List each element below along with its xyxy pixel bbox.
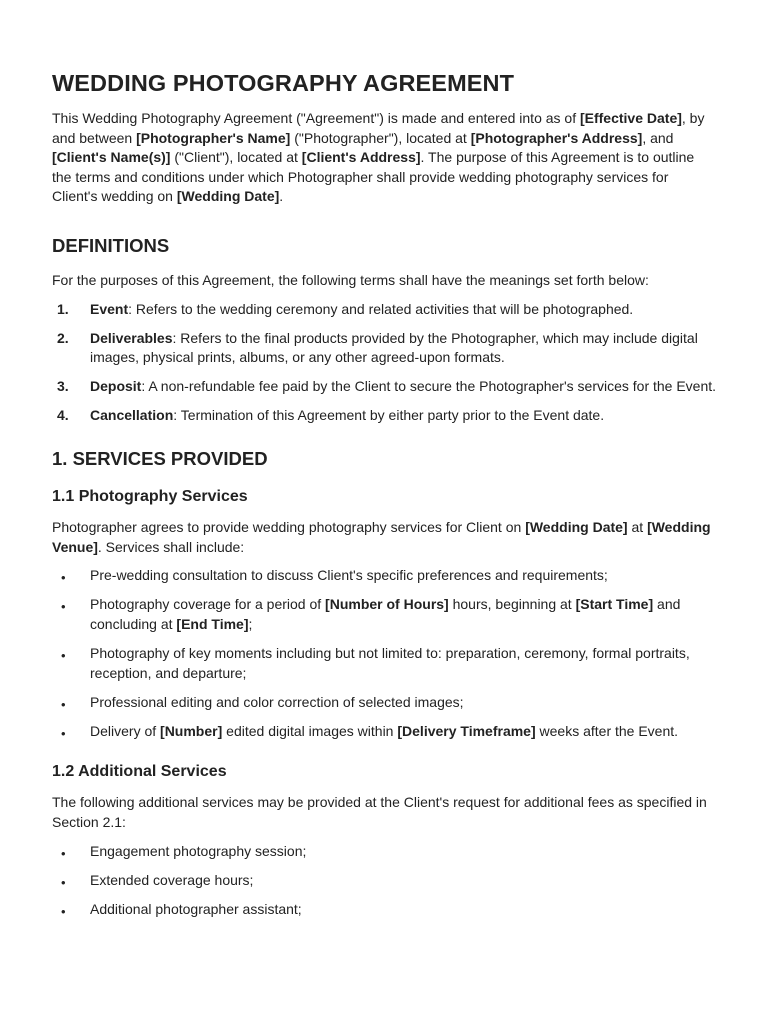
document-page [52,70,717,929]
bullet-icon: • [61,599,66,615]
bullet-icon: • [61,845,66,861]
list-item: • Pre-wedding consultation to discuss Client's specific preferences and requirements; [52,566,717,586]
bullet-icon: • [61,725,66,741]
list-item: 2. Deliverables: Refers to the final products provided by the Photographer, which may include digital images, physical prints, albums, or any other agreed-upon formats. [57,329,698,366]
section-1-heading: 1. SERVICES PROVIDED [52,448,268,470]
subsection-1-1-paragraph: Photographer agrees to provide wedding photography services for Client on [Wedding Date] at [Wedding Venue]. Services shall include: [52,519,711,555]
subsection-1-2-paragraph: The following additional services may be provided at the Client's request for additional fees as specified in Section 2.1: [52,794,707,830]
document-title: WEDDING PHOTOGRAPHY AGREEMENT [52,70,515,96]
list-item: 1. Event: Refers to the wedding ceremony and related activities that will be photographed. [57,300,634,317]
definitions-lead: For the purposes of this Agreement, the following terms shall have the meanings set forth below: [52,271,649,288]
additional-services-list [52,842,717,920]
bullet-icon: • [61,648,66,663]
list-item: • Delivery of [Number] edited digital images within [Delivery Timeframe] weeks after the Event. [52,722,717,742]
subsection-1-2-heading: 1.2 Additional Services [52,763,227,781]
bullet-icon: • [61,570,66,586]
services-list [52,566,717,741]
list-item: • Photography of key moments including but not limited to: preparation, ceremony, formal portraits, reception, and departure; [61,645,690,681]
list-item: • Photography coverage for a period of [Number of Hours] hours, beginning at [Start Time] and concluding at [End Time]; [61,596,681,632]
subsection-1-1-heading: 1.1 Photography Services [52,488,248,506]
bullet-icon: • [61,696,66,712]
list-item: 3. Deposit: A non-refundable fee paid by the Client to secure the Photographer's services for the Event. [57,378,717,395]
list-item: • Engagement photography session; [52,842,717,862]
intro-paragraph: This Wedding Photography Agreement ("Agreement") is made and entered into as of [Effective Date], by and between [Photographer's Name] ("Photographer"), located at [Photographer's Address], and [Client's Name(s)] ("Client"), located at [Client's Address]. The purpose of this Agreement is to outline the terms and conditions under which Photographer shall provide wedding photography services for Client's wedding on [Wedding Date]. [52,110,705,205]
definitions-list [52,300,717,426]
list-item: 4. Cancellation: Termination of this Agreement by either party prior to the Event date. [57,407,605,424]
list-item: • Additional photographer assistant; [52,900,717,920]
definitions-heading: DEFINITIONS [52,234,170,256]
list-item: • Professional editing and color correction of selected images; [52,693,717,713]
bullet-icon: • [61,874,66,890]
bullet-icon: • [61,903,66,919]
list-item: • Extended coverage hours; [52,871,717,891]
